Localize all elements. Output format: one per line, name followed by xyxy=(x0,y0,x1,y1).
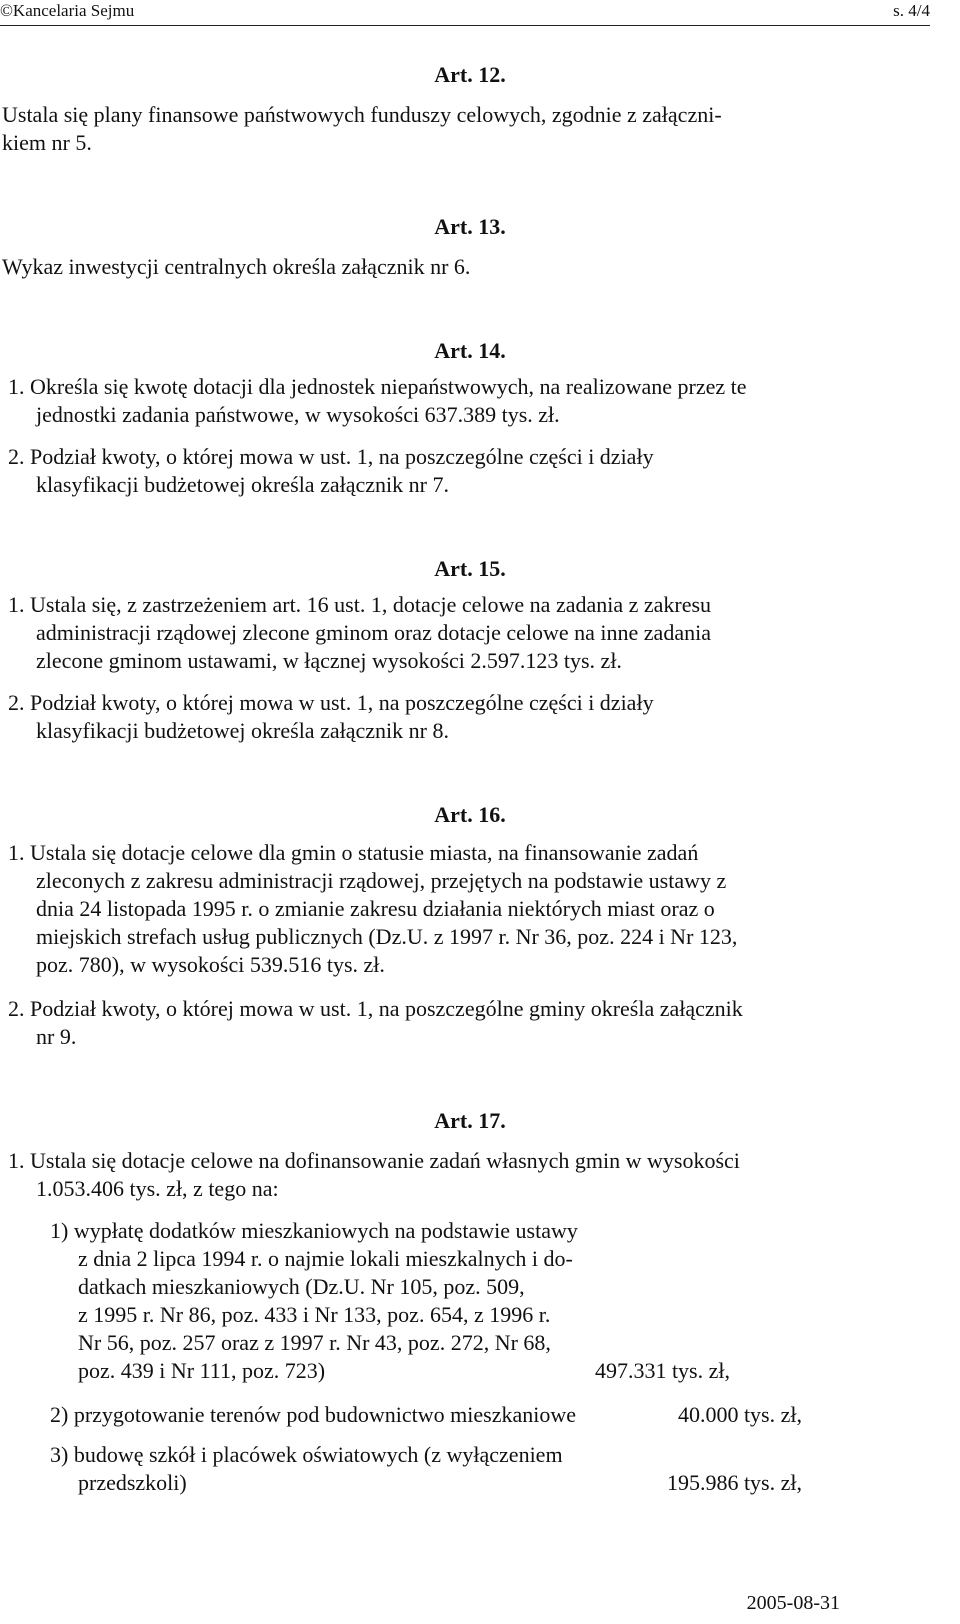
art-15-p1-line-2: administracji rządowej zlecone gminom oraz dotacje celowe na inne zadania xyxy=(36,620,711,645)
art-16-p1-line-3: dnia 24 listopada 1995 r. o zmianie zakresu działania niektórych miast oraz o xyxy=(36,896,715,921)
art-15-p1-line-1: 1. Ustala się, z zastrzeżeniem art. 16 ust. 1, dotacje celowe na zadania z zakresu xyxy=(8,592,712,617)
header-page-number: s. 4/4 xyxy=(893,1,930,20)
header-divider xyxy=(0,25,930,26)
art-17-item-2-line-1: 2) przygotowanie terenów pod budownictwo mieszkaniowe xyxy=(50,1402,577,1427)
art-17-item-3-line-2: przedszkoli) xyxy=(78,1470,187,1495)
art-16-p2-line-1: 2. Podział kwoty, o której mowa w ust. 1, na poszczególne gminy określa załącznik xyxy=(8,996,743,1021)
art-14-p2-line-1: 2. Podział kwoty, o której mowa w ust. 1, na poszczególne części i działy xyxy=(8,444,654,469)
art-15-p2-line-1: 2. Podział kwoty, o której mowa w ust. 1, na poszczególne części i działy xyxy=(8,690,654,715)
art-17-title: Art. 17. xyxy=(434,1108,506,1133)
art-13-line-1: Wykaz inwestycji centralnych określa załącznik nr 6. xyxy=(2,254,471,279)
footer-date: 2005-08-31 xyxy=(746,1592,840,1614)
art-17-item-1-line-4: z 1995 r. Nr 86, poz. 433 i Nr 133, poz. 654, z 1996 r. xyxy=(78,1302,551,1327)
art-16-p1-line-2: zleconych z zakresu administracji rządowej, przejętych na podstawie ustawy z xyxy=(36,868,727,893)
art-12-line-2: kiem nr 5. xyxy=(2,130,92,155)
art-16-p1-line-5: poz. 780), w wysokości 539.516 tys. zł. xyxy=(36,952,385,977)
art-17-item-1-amount: 497.331 tys. zł, xyxy=(594,1358,730,1383)
art-17-p1-line-2: 1.053.406 tys. zł, z tego na: xyxy=(36,1176,279,1201)
art-14-p1-line-2: jednostki zadania państwowe, w wysokości 637.389 tys. zł. xyxy=(36,402,560,427)
art-14-p1-line-1: 1. Określa się kwotę dotacji dla jednostek niepaństwowych, na realizowane przez te xyxy=(8,374,747,399)
art-17-item-1-line-2: z dnia 2 lipca 1994 r. o najmie lokali mieszkalnych i do- xyxy=(78,1246,573,1271)
art-17-item-1-line-1: 1) wypłatę dodatków mieszkaniowych na podstawie ustawy xyxy=(50,1218,578,1243)
art-16-p1-line-4: miejskich strefach usług publicznych (Dz.U. z 1997 r. Nr 36, poz. 224 i Nr 123, xyxy=(36,924,738,949)
art-14-p2-line-2: klasyfikacji budżetowej określa załącznik nr 7. xyxy=(36,472,449,497)
art-12-line-1: Ustala się plany finansowe państwowych funduszy celowych, zgodnie z załączni- xyxy=(2,102,722,127)
art-15-p2-line-2: klasyfikacji budżetowej określa załącznik nr 8. xyxy=(36,718,449,743)
art-17-item-1-line-3: datkach mieszkaniowych (Dz.U. Nr 105, poz. 509, xyxy=(78,1274,525,1299)
art-17-item-1-line-6: poz. 439 i Nr 111, poz. 723) xyxy=(78,1358,326,1383)
art-16-p1-line-1: 1. Ustala się dotacje celowe dla gmin o statusie miasta, na finansowanie zadań xyxy=(8,840,699,865)
art-17-item-3-amount: 195.986 tys. zł, xyxy=(666,1470,802,1495)
art-16-p2-line-2: nr 9. xyxy=(36,1024,77,1049)
art-17-item-3-line-1: 3) budowę szkół i placówek oświatowych (z wyłączeniem xyxy=(50,1442,563,1467)
art-15-title: Art. 15. xyxy=(434,556,506,581)
art-14-title: Art. 14. xyxy=(434,338,506,363)
art-13-title: Art. 13. xyxy=(434,214,506,239)
art-15-p1-line-3: zlecone gminom ustawami, w łącznej wysokości 2.597.123 tys. zł. xyxy=(36,648,622,673)
art-12-title: Art. 12. xyxy=(434,62,506,87)
art-17-p1-line-1: 1. Ustala się dotacje celowe na dofinansowanie zadań własnych gmin w wysokości xyxy=(8,1148,740,1173)
art-17-item-1-line-5: Nr 56, poz. 257 oraz z 1997 r. Nr 43, poz. 272, Nr 68, xyxy=(78,1330,551,1355)
art-17-item-2-amount: 40.000 tys. zł, xyxy=(677,1402,802,1427)
header-source: ©Kancelaria Sejmu xyxy=(0,1,135,20)
art-16-title: Art. 16. xyxy=(434,802,506,827)
